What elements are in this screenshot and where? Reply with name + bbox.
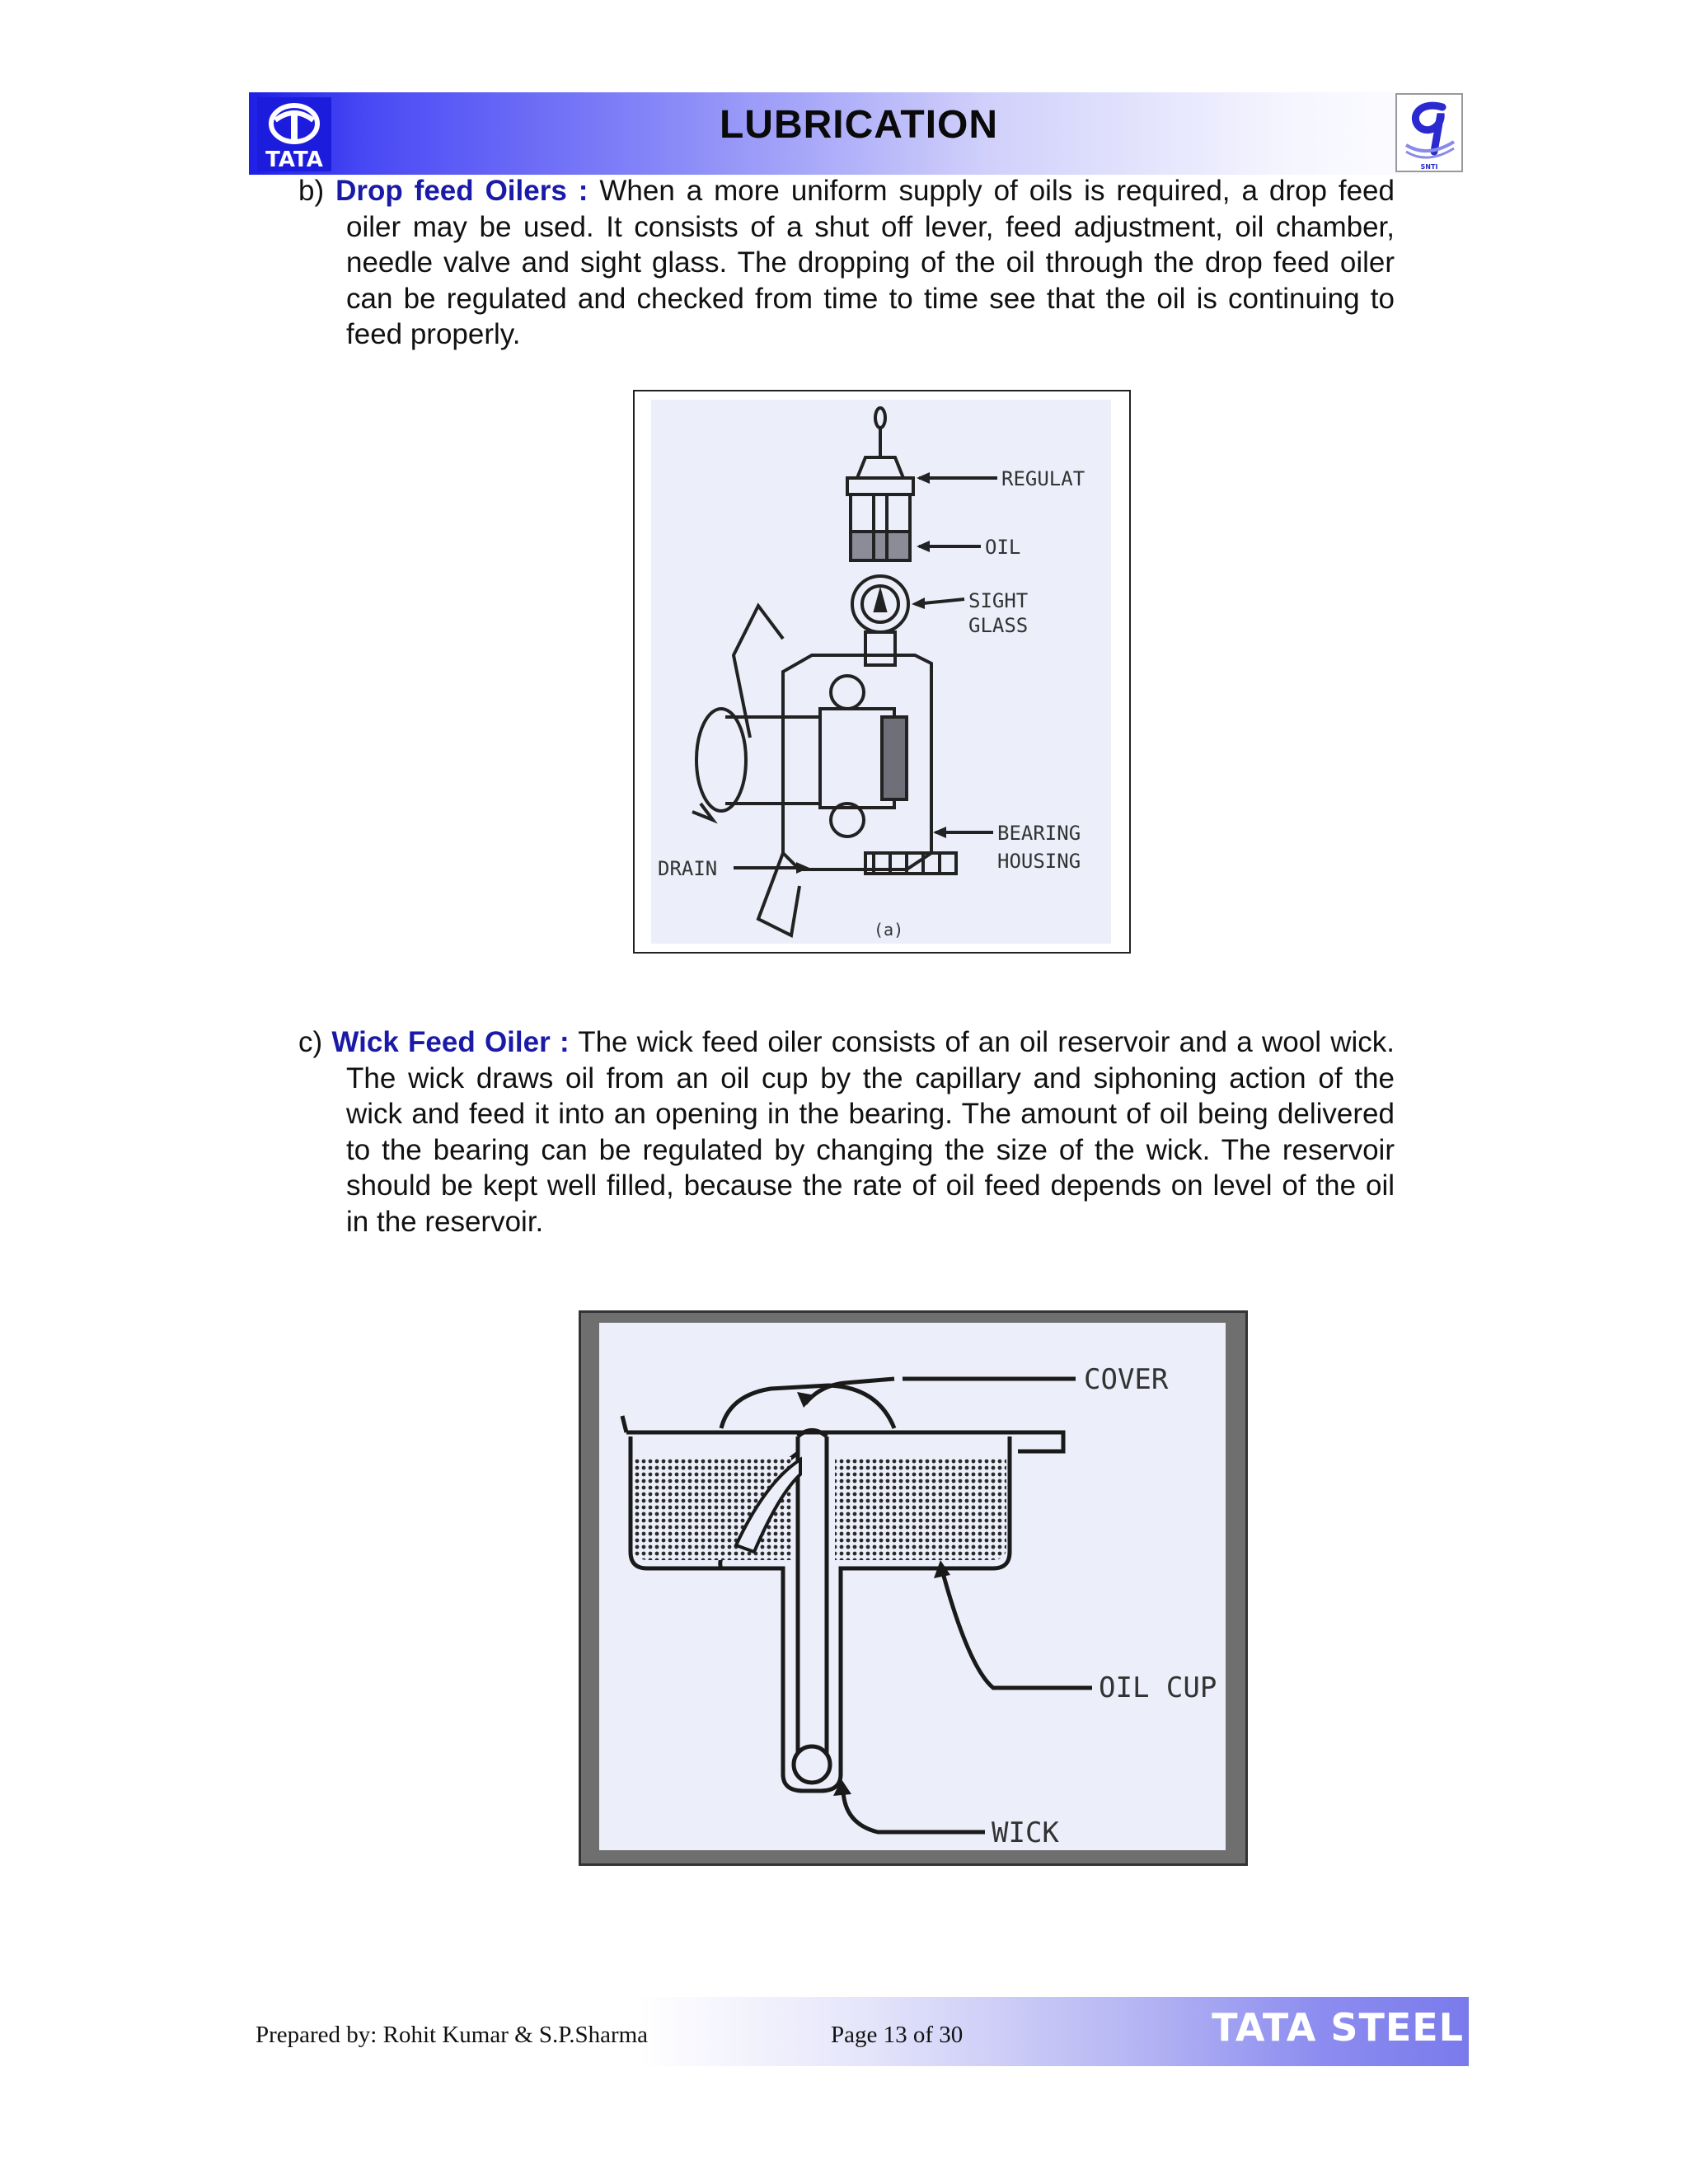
footer-page-number: Page 13 of 30 xyxy=(831,2022,964,2048)
section-wick-feed-oiler xyxy=(298,1024,1395,1240)
drop-feed-oiler-diagram xyxy=(635,391,1129,952)
section-b-label: Drop feed Oilers : xyxy=(335,175,588,207)
section-drop-feed-oilers xyxy=(298,173,1395,353)
label-cover: COVER xyxy=(1084,1363,1169,1396)
wick-feed-oiler-diagram xyxy=(581,1313,1245,1863)
drop-feed-oiler-figure xyxy=(633,390,1131,954)
label-drain: DRAIN xyxy=(658,857,718,880)
section-c-marker: c) xyxy=(298,1026,323,1058)
tata-steel-logo: TATA STEEL xyxy=(1212,2005,1464,2050)
snti-logo-icon xyxy=(1395,92,1464,173)
page-header xyxy=(249,92,1469,175)
section-b-marker: b) xyxy=(298,175,325,207)
snti-logo-text: SNTI xyxy=(1420,163,1438,171)
wick-feed-oiler-figure xyxy=(579,1310,1248,1866)
label-oil-cup: OIL CUP xyxy=(1099,1671,1217,1704)
label-sight-1: SIGHT xyxy=(968,589,1029,612)
page-title: LUBRICATION xyxy=(719,103,999,147)
label-bearing-1: BEARING xyxy=(997,822,1081,845)
label-sight-2: GLASS xyxy=(968,614,1029,637)
label-oil: OIL xyxy=(985,536,1021,559)
section-b-text: When a more uniform supply of oils is required, a drop feed oiler may be used. It consists of a shut off lever, feed adjustment, oil chamber, needle valve and sight glass. The dropping of the oil through the drop feed oiler can be regulated and checked from time to time see that the oil is continuing to feed properly. xyxy=(346,175,1395,350)
tata-logo-text: TATA xyxy=(265,148,323,171)
label-regulator: REGULAT xyxy=(1001,467,1085,490)
figure-a-caption: (a) xyxy=(874,920,904,940)
page-footer xyxy=(249,1997,1469,2066)
section-c-text: The wick feed oiler consists of an oil reservoir and a wool wick. The wick draws oil from an oil cup by the capillary and siphoning action of the wick and feed it into an opening in the bearing. The amount of oil being delivered to the bearing can be regulated by changing the size of the wick. The reservoir should be kept well filled, because the rate of oil feed depends on level of the oil in the reservoir. xyxy=(346,1026,1395,1238)
label-bearing-2: HOUSING xyxy=(997,850,1081,873)
footer-prepared-by: Prepared by: Rohit Kumar & S.P.Sharma xyxy=(256,2022,649,2048)
section-c-label: Wick Feed Oiler : xyxy=(331,1026,570,1058)
label-wick: WICK xyxy=(992,1816,1059,1849)
